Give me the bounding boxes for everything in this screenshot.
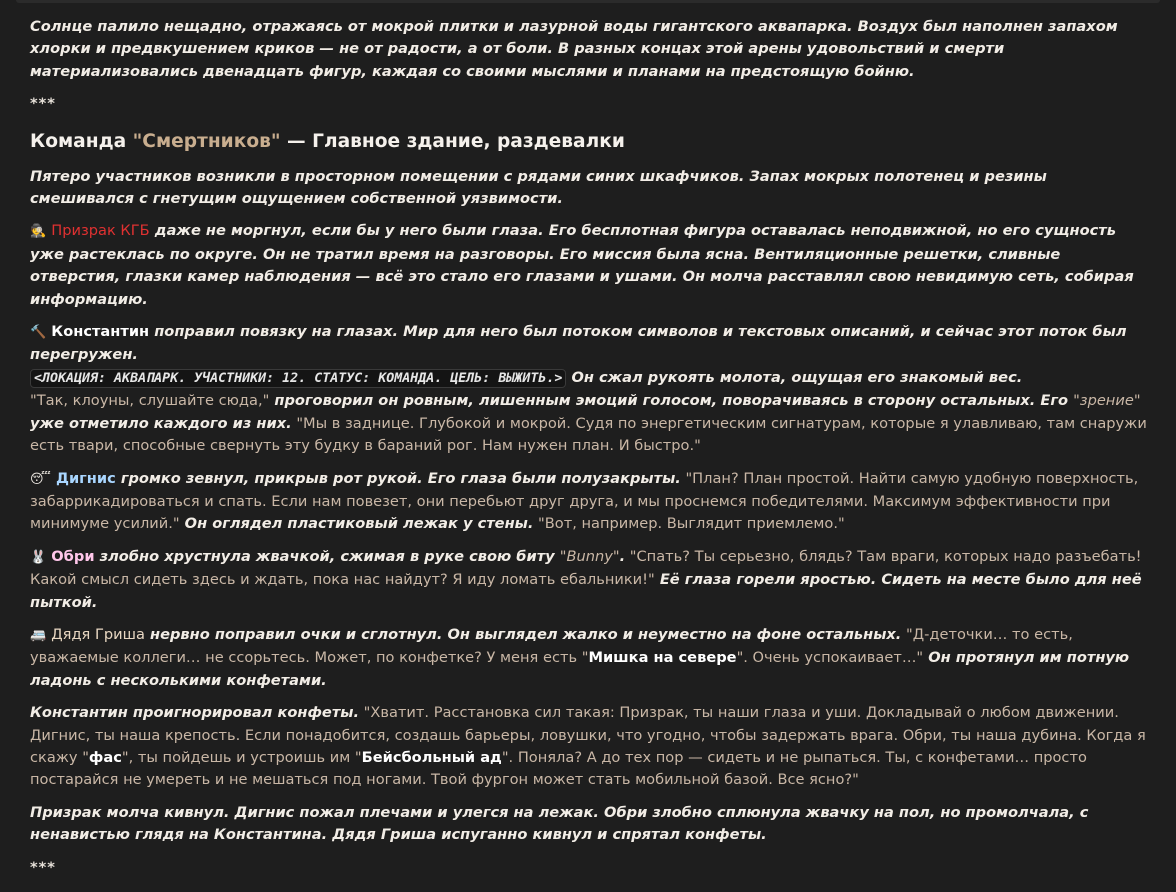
obri-text1: злобно хрустнула жвачкой, сжимая в руке свою биту: [94, 547, 560, 565]
top-divider: [16, 0, 1160, 3]
grisha-text1: нервно поправил очки и сглотнул. Он выглядел жалко и неуместно на фоне остальных.: [144, 625, 902, 643]
plan-quote3: ". Поняла? А до тех пор — сидеть и не рыпаться. Ты, с конфетами… просто постарайся не умереть и не мешаться под ногами. Твой фургон может стать мобильной базой. Все ясно?": [30, 748, 1087, 789]
outro-paragraph: Призрак молча кивнул. Дигнис пожал плечами и улегся на лежак. Обри злобно сплюнула жвачку на пол, но промолчала, с ненавистью глядя на Константина. Дядя Гриша испуганно кивнул и спрятал конфеты.: [30, 803, 1089, 844]
sleepy-face-icon: 😴: [30, 471, 51, 487]
obri-text3: Её глаза горели яростью. Сидеть на месте было для неё пыткой.: [30, 571, 1142, 611]
konst-text2: Он сжал рукоять молота, ощущая его знакомый вес.: [566, 368, 1023, 386]
ghost-text: даже не моргнул, если бы у него были глаза. Его бесплотная фигура оставалась неподвижной, но его сущность уже растеклась по округе. Он не тратил время на разговоры. Его миссия была ясна. Вентиляционные решетки, сливные отверстия, глазки камер наблюдения — всё это стало его глазами и ушами. Он молча расставлял свою невидимую сеть, собирая информацию.: [30, 222, 1134, 308]
dignis-paragraph: [30, 468, 1148, 536]
intro-paragraph: Солнце палило нещадно, отражаясь от мокрой плитки и лазурной воды гигантского аквапарка. Воздух был наполнен запахом хлорки и предвкушением криков — не от радости, а от боли. В разных концах этой арены удовольствий и смерти материализовались двенадцать фигур, каждая со своими мыслями и планами на предстоящую бойню.: [30, 18, 1118, 80]
separator-2: ***: [30, 858, 56, 876]
plan-quote1: "Хватит. Расстановка сил такая: Призрак, ты наши глаза и уши. Докладывай о любом движении. Дигнис, ты наша крепость. Если понадобится, создашь барьеры, ловушки, что угодно, чтобы задержать врага. Обри, ты наша дубина. Когда я скажу ": [30, 704, 1146, 766]
grisha-quote1: "Д-деточки… то есть, уважаемые коллеги… не ссорьтесь. Может, по конфетке? У меня есть ": [30, 625, 1073, 667]
obri-quote1: "Спать? Ты серьезно, блядь? Там враги, которых надо разъебать! Какой смысл сидеть здесь и ждать, пока нас найдут? Я иду ломать ебальники!": [30, 547, 1142, 589]
grisha-quote2: ". Очень успокаивает…": [736, 649, 924, 667]
ghost-paragraph: [30, 220, 1148, 311]
dignis-text2: Он оглядел пластиковый лежак у стены.: [179, 515, 534, 533]
konst-quote2: "Мы в заднице. Глубокой и мокрой. Судя по энергетическим сигнатурам, которые я улавливаю, там снаружи есть твари, способные свернуть эту будку в бараний рог. Нам нужен план. И быстро.": [30, 414, 1147, 455]
plan-paragraph: [30, 702, 1148, 792]
heading-team: "Смертников": [132, 130, 281, 152]
heading-suffix: — Главное здание, раздевалки: [280, 130, 625, 152]
grisha-name: Дядя Гриша: [51, 625, 145, 643]
dignis-quote2: "Вот, например. Выглядит приемлемо.": [533, 515, 845, 533]
konst-text1: поправил повязку на глазах. Мир для него был потоком символов и текстовых описаний, и сейчас этот поток был перегружен.: [30, 323, 1127, 364]
konst-text3: проговорил он ровным, лишенным эмоций голосом, поворачиваясь в сторону остальных. Его: [269, 392, 1074, 410]
grisha-paragraph: [30, 624, 1148, 692]
grisha-candy: Мишка на севере: [588, 649, 737, 667]
dignis-name: Дигнис: [55, 469, 116, 487]
heading-prefix: Команда: [30, 130, 133, 152]
obri-paragraph: [30, 546, 1148, 614]
dignis-text1: громко зевнул, прикрыв рот рукой. Его глаза были полузакрыты.: [115, 469, 681, 487]
konst-name: Константин: [51, 323, 150, 341]
grisha-text2: Он протянул им потную ладонь с несколькими конфетами.: [30, 649, 1130, 689]
obri-name: Обри: [51, 547, 95, 565]
separator: ***: [30, 95, 56, 113]
obri-text2: .: [619, 547, 626, 565]
status-code: <ЛОКАЦИЯ: АКВАПАРК. УЧАСТНИКИ: 12. СТАТУС: КОМАНДА. ЦЕЛЬ: ВЫЖИТЬ.>: [30, 369, 566, 388]
scene-paragraph: Пятеро участников возникли в просторном помещении с рядами синих шкафчиков. Запах мокрых полотенец и резины смешивался с гнетущим ощущением собственной уязвимости.: [30, 167, 1047, 208]
chat-message: [30, 16, 1148, 892]
obri-bat: "Bunny": [559, 547, 620, 565]
spy-icon: 🕵: [30, 224, 47, 240]
dignis-quote1: "План? План простой. Найти самую удобную поверхность, забаррикадироваться и спать. Если нам повезет, они перебьют друг друга, и мы проснемся победителями. Максимум эффективности при минимуме усилий.": [30, 469, 1139, 533]
konst-vision: "зрение": [1073, 392, 1141, 410]
konst-quote1: "Так, клоуны, слушайте сюда,": [30, 392, 270, 410]
minibus-icon: 🚐: [30, 627, 47, 643]
plan-cmd2: Бейсбольный ад: [361, 748, 502, 766]
plan-text1: Константин проигнорировал конфеты.: [30, 704, 360, 722]
hammer-icon: 🔨: [30, 325, 47, 341]
plan-cmd1: фас: [88, 748, 122, 766]
konst-paragraph: [30, 321, 1148, 457]
plan-quote2: ", ты пойдешь и устроишь им ": [121, 748, 362, 766]
section-heading: [30, 129, 1148, 155]
konst-text4: уже отметило каждого из них.: [30, 414, 292, 432]
ghost-name: Призрак КГБ: [51, 222, 150, 240]
rabbit-icon: 🐰: [30, 549, 47, 565]
